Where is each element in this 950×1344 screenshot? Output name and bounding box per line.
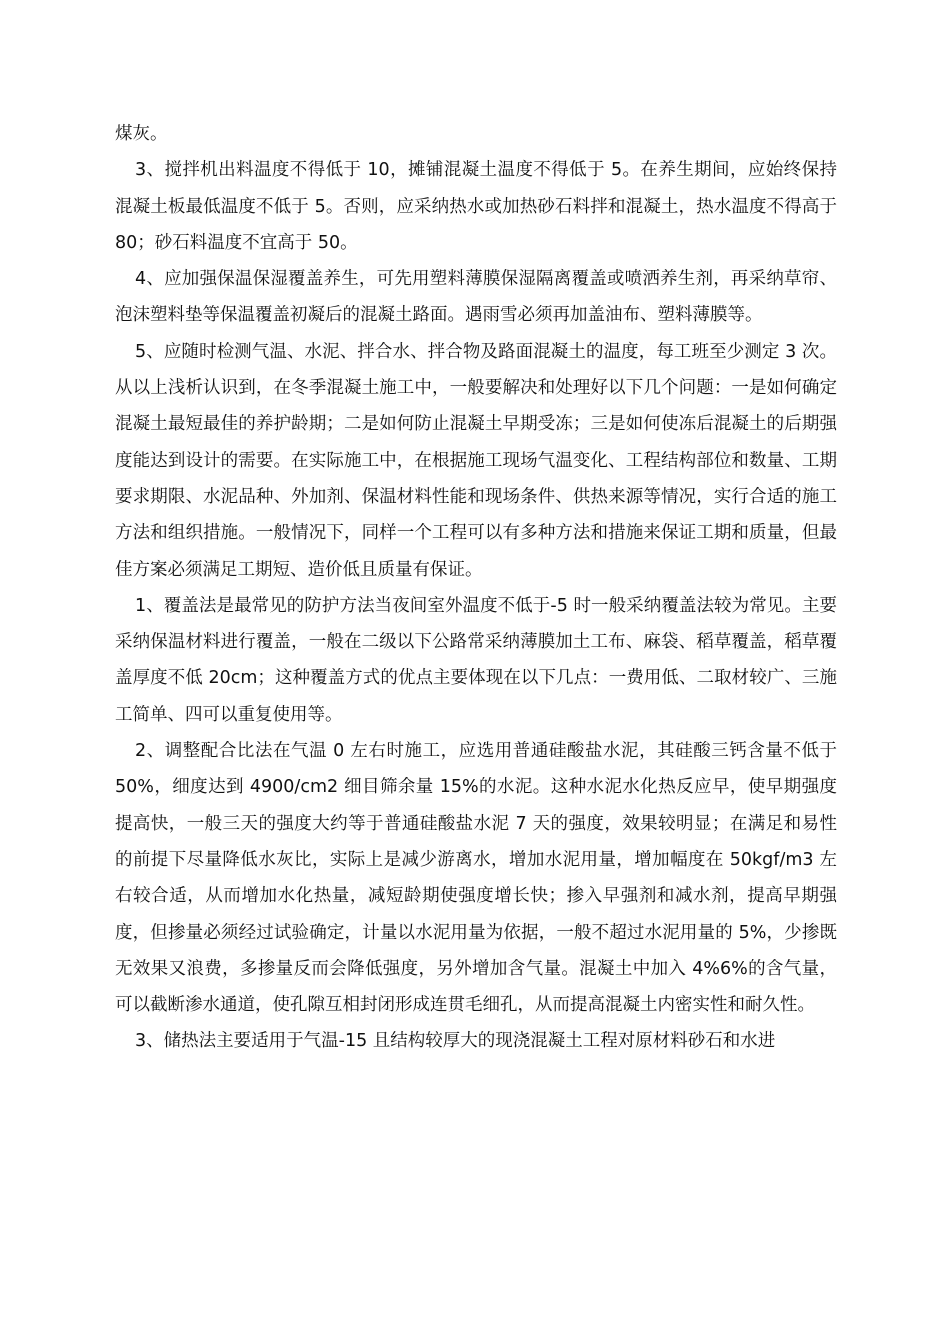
paragraph-item-3-mixing-temperature: 3、搅拌机出料温度不得低于 10，摊铺混凝土温度不得低于 5。在养生期间，应始终保持混凝土板最低温度不低于 5。否则，应采纳热水或加热砂石料拌和混凝土，热水温度不得高于 80；砂石料温度不宜高于 50。: [115, 160, 837, 253]
paragraph-item-5-temperature-monitoring: 5、应随时检测气温、水泥、拌合水、拌合物及路面混凝土的温度，每工班至少测定 3 次。从以上浅析认识到，在冬季混凝土施工中，一般要解决和处理好以下几个问题：一是如何确定混凝土最短最佳的养护龄期；二是如何防止混凝土早期受冻；三是如何使冻后混凝土的后期强度能达到设计的需要。在实际施工中，在根据施工现场气温变化、工程结构部位和数量、工期要求期限、水泥品种、外加剂、保温材料性能和现场条件、供热来源等情况，实行合适的施工方法和组织措施。一般情况下，同样一个工程可以有多种方法和措施来保证工期和质量，但最佳方案必须满足工期短、造价低且质量有保证。: [115, 341, 837, 580]
document-body: [115, 116, 837, 1060]
paragraph-method-3-heat-storage: 3、储热法主要适用于气温-15 且结构较厚大的现浇混凝土工程对原材料砂石和水进: [135, 1031, 776, 1052]
paragraph-item-4-curing-cover: 4、应加强保温保湿覆盖养生，可先用塑料薄膜保湿隔离覆盖或喷洒养生剂，再采纳草帘、泡沫塑料垫等保温覆盖初凝后的混凝土路面。遇雨雪必须再加盖油布、塑料薄膜等。: [115, 269, 837, 326]
paragraph-method-2-mix-proportion: 2、调整配合比法在气温 0 左右时施工，应选用普通硅酸盐水泥，其硅酸三钙含量不低于 50%，细度达到 4900/cm2 细目筛余量 15%的水泥。这种水泥水化热反应早，使早期强度提高快，一般三天的强度大约等于普通硅酸盐水泥 7 天的强度，效果较明显；在满足和易性的前提下尽量降低水灰比，实际上是减少游离水，增加水泥用量，增加幅度在 50kgf/m3 左右较合适，从而增加水化热量，减短龄期使强度增长快；掺入早强剂和减水剂，提高早期强度，但掺量必须经过试验确定，计量以水泥用量为依据，一般不超过水泥用量的 5%，少掺既无效果又浪费，多掺量反而会降低强度，另外增加含气量。混凝土中加入 4%6%的含气量，可以截断渗水通道，使孔隙互相封闭形成连贯毛细孔，从而提高混凝土内密实性和耐久性。: [115, 741, 837, 1016]
paragraph-method-1-covering: 1、覆盖法是最常见的防护方法当夜间室外温度不低于-5 时一般采纳覆盖法较为常见。主要采纳保温材料进行覆盖，一般在二级以下公路常采纳薄膜加土工布、麻袋、稻草覆盖，稻草覆盖厚度不低 20cm；这种覆盖方式的优点主要体现在以下几点：一费用低、二取材较广、三施工简单、四可以重复使用等。: [115, 595, 837, 725]
paragraph-continuation: 煤灰。: [115, 124, 168, 144]
